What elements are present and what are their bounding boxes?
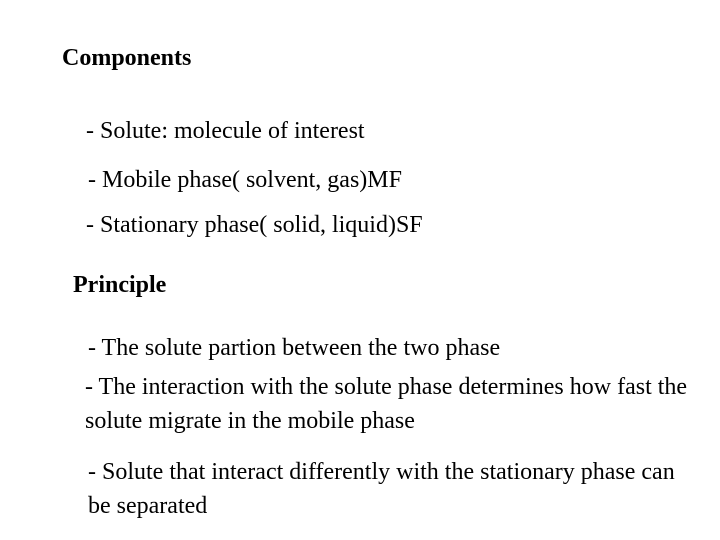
- principle-item-separation: - Solute that interact differently with the stationary phase can be separated: [88, 459, 675, 519]
- principle-item-interaction: - The interaction with the solute phase determines how fast the solute migrate in the mobile phase: [85, 374, 688, 434]
- components-heading: Components: [62, 45, 192, 71]
- component-item-solute: - Solute: molecule of interest: [86, 118, 365, 144]
- component-item-mobile-phase: - Mobile phase( solvent, gas)MF: [88, 167, 402, 193]
- principle-heading: Principle: [73, 272, 167, 298]
- component-item-stationary-phase: - Stationary phase( solid, liquid)SF: [86, 212, 423, 238]
- principle-item-partition: - The solute partion between the two phase: [88, 335, 501, 361]
